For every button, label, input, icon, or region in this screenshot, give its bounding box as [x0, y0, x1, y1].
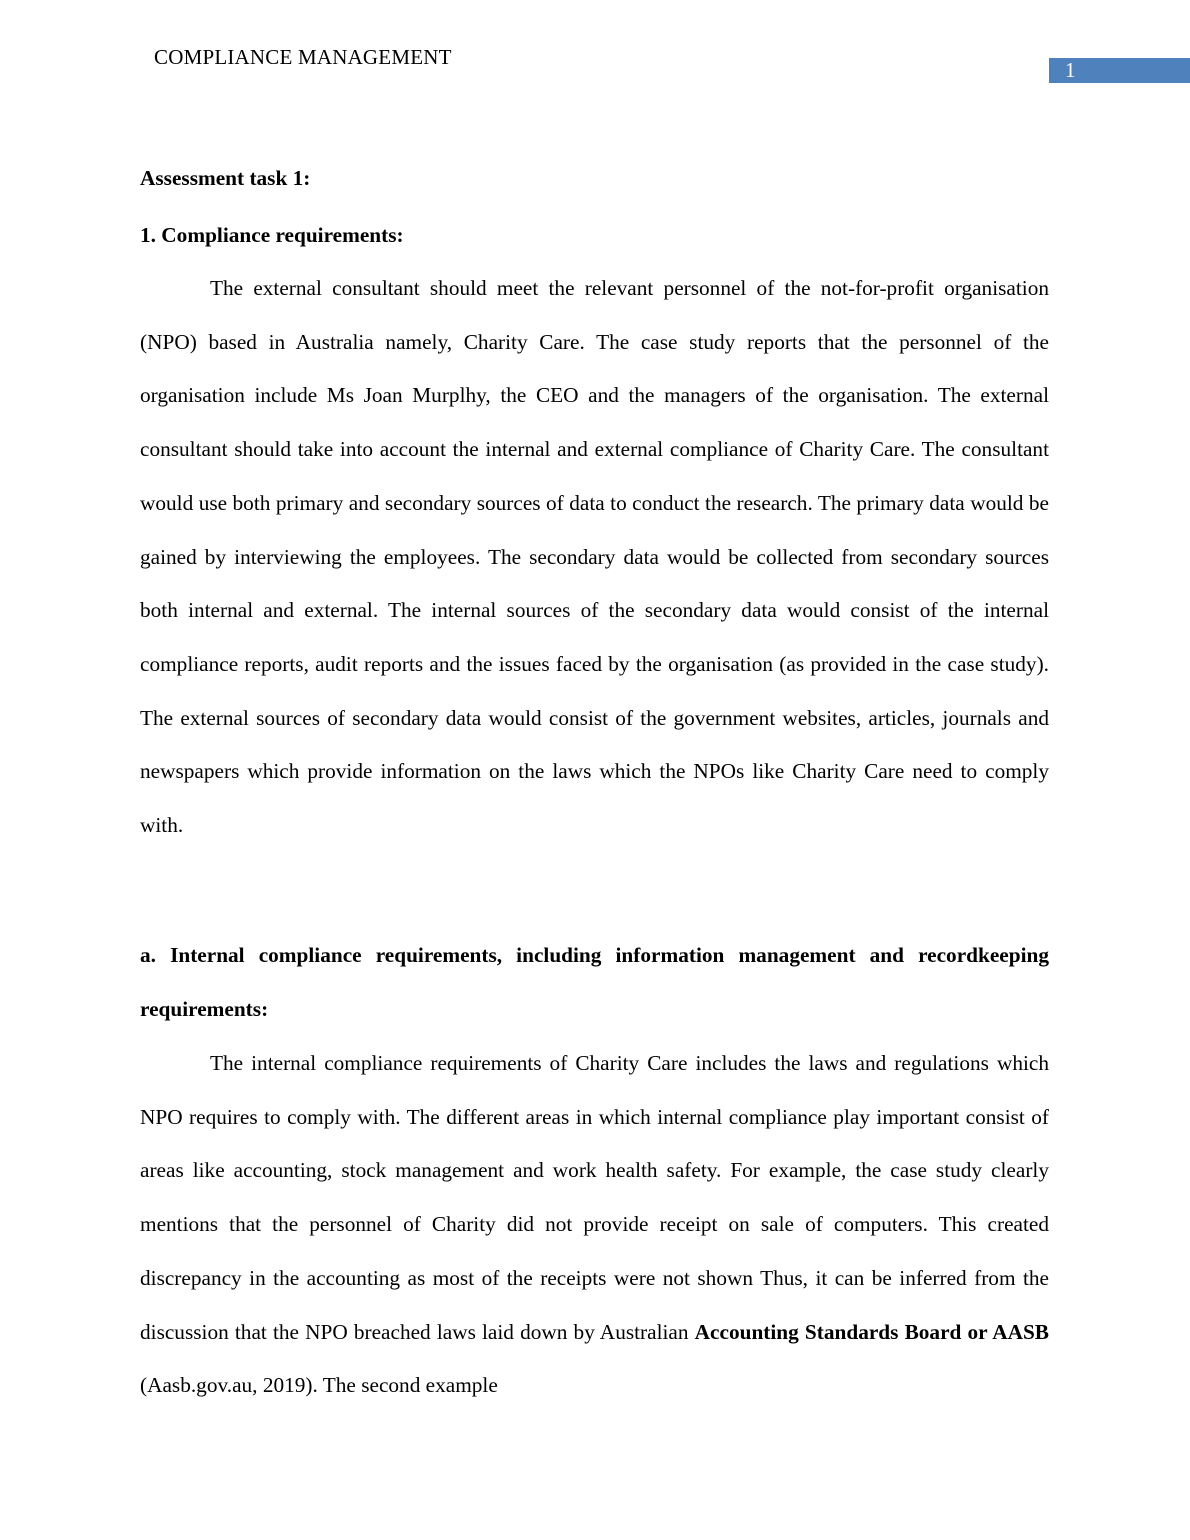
paragraph-2-text-end: (Aasb.gov.au, 2019). The second example — [140, 1373, 498, 1398]
subheading-a: a. Internal compliance requirements, including information management and recordkeeping requirements: — [140, 943, 1049, 1021]
running-head: COMPLIANCE MANAGEMENT — [154, 45, 452, 69]
page-number-box — [1049, 58, 1190, 83]
aasb-term: Accounting Standards Board or AASB — [694, 1319, 1050, 1344]
section-heading: 1. Compliance requirements: — [140, 223, 404, 247]
task-heading: Assessment task 1: — [140, 166, 311, 190]
page-number: 1 — [1065, 58, 1076, 82]
paragraph-1: The external consultant should meet the relevant personnel of the not-for-profit organisation (NPO) based in Australia namely, Charity Care. The case study reports that the personnel of the organisation include Ms Joan Murplhy, the CEO and the managers of the organisation. The external consultant should take into account the internal and external compliance of Charity Care. The consultant would use both primary and secondary sources of data to conduct the research. The primary data would be gained by interviewing the employees. The secondary data would be collected from secondary sources both internal and external. The internal sources of the secondary data would consist of the internal compliance reports, audit reports and the issues faced by the organisation (as provided in the case study). The external sources of secondary data would consist of the government websites, articles, journals and newspapers which provide information on the laws which the NPOs like Charity Care need to comply with. — [140, 276, 1049, 838]
paragraph-2-text-start: The internal compliance requirements of Charity Care includes the laws and regulations which NPO requires to comply with. The different areas in which internal compliance play important consist of areas like accounting, stock management and work health safety. For example, the case study clearly mentions that the personnel of Charity did not provide receipt on sale of computers. This created discrepancy in the accounting as most of the receipts were not shown Thus, it can be inferred from the discussion that the NPO breached laws laid down by Australian — [140, 1051, 1049, 1344]
paragraph-2 — [140, 1037, 1049, 1413]
